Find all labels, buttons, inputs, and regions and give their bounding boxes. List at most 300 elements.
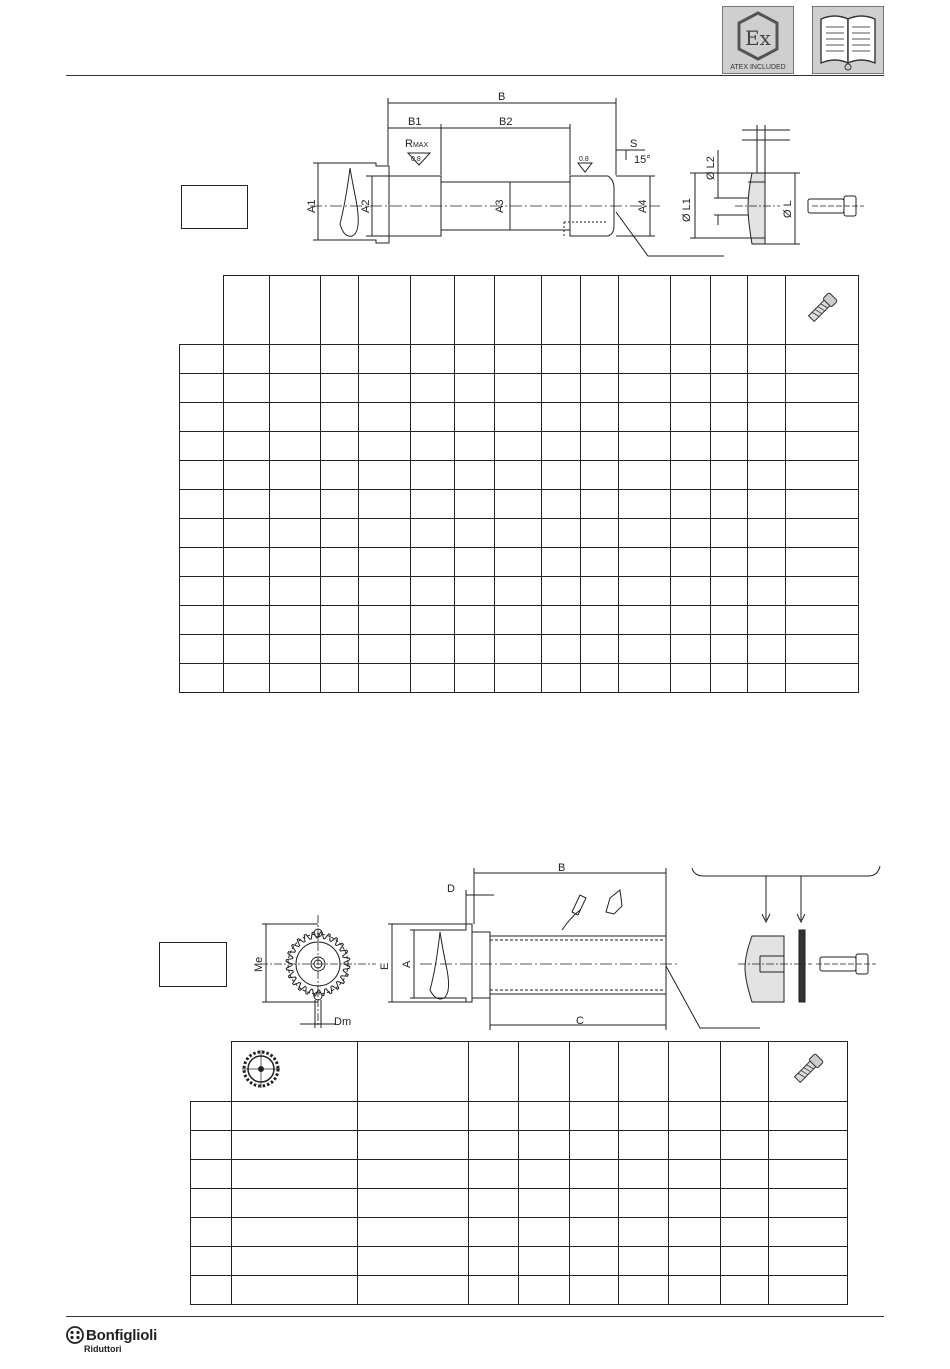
- table1-cell: [710, 490, 747, 519]
- table1-header-cell: [410, 276, 455, 345]
- table1-cell: [455, 664, 495, 693]
- dim-a2: A2: [360, 199, 372, 213]
- table1-cell: [410, 606, 455, 635]
- table2-cell: [358, 1131, 469, 1160]
- table2-cell: [358, 1276, 469, 1305]
- table1-header-cell: [455, 276, 495, 345]
- table1-cell: [320, 606, 358, 635]
- table1-cell: [671, 548, 711, 577]
- table1-cell: [618, 345, 670, 374]
- table1-cell: [618, 490, 670, 519]
- table2-cell: [619, 1102, 669, 1131]
- table1-cell: [494, 548, 541, 577]
- table1-cell: [581, 519, 618, 548]
- table2-cell: [669, 1160, 721, 1189]
- table1-cell: [786, 519, 859, 548]
- table1-cell: [747, 403, 785, 432]
- table2-cell: [570, 1189, 619, 1218]
- table1-cell: [541, 577, 581, 606]
- table1-cell: [710, 664, 747, 693]
- table1-cell: [410, 461, 455, 490]
- table1-cell: [581, 403, 618, 432]
- table2-row: [191, 1276, 848, 1305]
- table1-cell: [671, 664, 711, 693]
- table1-cell: [541, 606, 581, 635]
- table1-cell: [541, 635, 581, 664]
- table2-body: [191, 1102, 848, 1305]
- table1-cell: [410, 519, 455, 548]
- table2-cell: [469, 1131, 519, 1160]
- svg-text:Ex: Ex: [745, 26, 771, 50]
- table1-cell: [320, 345, 358, 374]
- table1-row: [180, 664, 859, 693]
- table1-cell: [671, 519, 711, 548]
- table1-cell: [581, 345, 618, 374]
- screw-icon: [788, 1049, 828, 1089]
- table1-cell: [494, 606, 541, 635]
- table1-cell: [671, 461, 711, 490]
- table1-cell: [455, 374, 495, 403]
- table1-cell: [410, 577, 455, 606]
- table1-corner: [180, 276, 224, 345]
- table1-cell: [359, 548, 410, 577]
- table2-cell: [769, 1247, 848, 1276]
- table1-cell: [410, 345, 455, 374]
- table1-cell: [455, 519, 495, 548]
- dim-l: Ø L: [782, 200, 794, 218]
- table2-cell: [669, 1276, 721, 1305]
- table2-cell: [519, 1160, 570, 1189]
- table1-cell: [786, 345, 859, 374]
- dimension-table-2: [190, 1041, 848, 1305]
- table1-cell: [581, 461, 618, 490]
- table1-cell: [320, 461, 358, 490]
- table1-cell: [494, 432, 541, 461]
- table1-cell: [180, 490, 224, 519]
- table2-cell: [570, 1247, 619, 1276]
- table2-cell: [191, 1189, 232, 1218]
- table1-cell: [581, 548, 618, 577]
- table2-corner: [191, 1042, 232, 1102]
- table1-cell: [180, 461, 224, 490]
- table1-header-cell: [710, 276, 747, 345]
- table2-cell: [191, 1131, 232, 1160]
- table1-cell: [494, 635, 541, 664]
- table2-cell: [619, 1160, 669, 1189]
- table1-cell: [747, 345, 785, 374]
- table2-cell: [469, 1276, 519, 1305]
- table1-cell: [541, 403, 581, 432]
- table1-body: [180, 345, 859, 693]
- table1-cell: [747, 519, 785, 548]
- table2-screw-header: [769, 1042, 848, 1102]
- table1-cell: [671, 490, 711, 519]
- shaft-drawing-2: [0, 855, 950, 1035]
- table2-header-cell: [669, 1042, 721, 1102]
- table2-cell: [669, 1218, 721, 1247]
- table1-cell: [269, 461, 320, 490]
- table2-cell: [232, 1189, 358, 1218]
- table1-cell: [320, 577, 358, 606]
- table2-cell: [358, 1160, 469, 1189]
- table1-cell: [410, 432, 455, 461]
- table1-cell: [618, 432, 670, 461]
- dimension-table-1: [179, 275, 859, 693]
- table1-cell: [410, 490, 455, 519]
- table1-row: [180, 490, 859, 519]
- table2-row: [191, 1218, 848, 1247]
- table1-cell: [581, 606, 618, 635]
- table2-cell: [721, 1276, 769, 1305]
- table2-cell: [721, 1160, 769, 1189]
- table1-cell: [710, 606, 747, 635]
- table1-cell: [786, 432, 859, 461]
- table1-cell: [786, 403, 859, 432]
- bonfiglioli-logo-icon: [66, 1326, 84, 1344]
- table2-cell: [191, 1102, 232, 1131]
- table1-cell: [223, 664, 269, 693]
- table1-cell: [541, 461, 581, 490]
- table1-cell: [269, 664, 320, 693]
- table2-cell: [232, 1131, 358, 1160]
- dim-l1: Ø L1: [681, 198, 693, 222]
- table1-cell: [671, 374, 711, 403]
- gear-icon: [236, 1044, 286, 1094]
- dim2-b: B: [558, 862, 566, 874]
- table1-cell: [223, 461, 269, 490]
- table1-cell: [455, 432, 495, 461]
- table1-header-cell: [747, 276, 785, 345]
- table1-cell: [618, 519, 670, 548]
- table1-cell: [786, 374, 859, 403]
- footer-rule: [66, 1316, 884, 1317]
- table2-cell: [769, 1160, 848, 1189]
- table1-cell: [359, 403, 410, 432]
- table1-cell: [180, 345, 224, 374]
- table2-cell: [721, 1131, 769, 1160]
- table1-cell: [359, 374, 410, 403]
- table1-cell: [410, 403, 455, 432]
- table1-cell: [581, 577, 618, 606]
- table1-cell: [359, 345, 410, 374]
- rough-2: 0.8: [579, 156, 589, 163]
- table1-cell: [494, 519, 541, 548]
- table1-cell: [494, 664, 541, 693]
- table1-cell: [747, 461, 785, 490]
- brand-logo: [66, 1326, 157, 1354]
- table1-cell: [269, 403, 320, 432]
- table1-cell: [710, 548, 747, 577]
- table1-cell: [180, 606, 224, 635]
- dim2-a: A: [401, 960, 413, 968]
- table2-cell: [619, 1247, 669, 1276]
- table1-cell: [359, 432, 410, 461]
- table1-cell: [786, 490, 859, 519]
- table1-header-cell: [671, 276, 711, 345]
- dim-a3: A3: [494, 199, 506, 213]
- table1-cell: [581, 664, 618, 693]
- table2-row: [191, 1160, 848, 1189]
- table2-header-cell: [570, 1042, 619, 1102]
- table1-cell: [494, 577, 541, 606]
- table1-cell: [359, 664, 410, 693]
- table2-cell: [721, 1102, 769, 1131]
- table1-cell: [710, 432, 747, 461]
- dim2-c: C: [576, 1015, 584, 1027]
- table1-header-cell: [494, 276, 541, 345]
- table1-cell: [269, 345, 320, 374]
- table2-cell: [669, 1102, 721, 1131]
- table2-cell: [469, 1247, 519, 1276]
- table2-cell: [358, 1218, 469, 1247]
- table1-cell: [223, 374, 269, 403]
- table1-cell: [180, 577, 224, 606]
- table2-cell: [358, 1189, 469, 1218]
- dim2-me: Me: [253, 956, 265, 972]
- table2-cell: [619, 1189, 669, 1218]
- table1-cell: [541, 432, 581, 461]
- table2-cell: [469, 1218, 519, 1247]
- table2-row: [191, 1131, 848, 1160]
- table1-cell: [180, 548, 224, 577]
- table2-cell: [469, 1102, 519, 1131]
- table1-header-cell: [359, 276, 410, 345]
- table1-header-cell: [541, 276, 581, 345]
- table1-cell: [223, 548, 269, 577]
- table1-cell: [410, 548, 455, 577]
- table1-cell: [710, 577, 747, 606]
- table2-gear-header: [232, 1042, 358, 1102]
- table1-cell: [410, 374, 455, 403]
- table1-cell: [180, 403, 224, 432]
- dim-s: S: [630, 138, 638, 150]
- table1-cell: [710, 403, 747, 432]
- table1-cell: [786, 664, 859, 693]
- table1-header-cell: [269, 276, 320, 345]
- table1-cell: [494, 374, 541, 403]
- table2-cell: [519, 1131, 570, 1160]
- table2-header-cell: [619, 1042, 669, 1102]
- table1-cell: [359, 606, 410, 635]
- table1-cell: [541, 374, 581, 403]
- dim-b2: B2: [499, 116, 513, 128]
- table1-cell: [359, 490, 410, 519]
- table2-cell: [232, 1160, 358, 1189]
- table1-cell: [320, 432, 358, 461]
- table1-cell: [269, 374, 320, 403]
- table1-cell: [618, 577, 670, 606]
- table1-cell: [618, 461, 670, 490]
- table2-cell: [669, 1131, 721, 1160]
- brand-sub: Riduttori: [84, 1344, 122, 1354]
- table1-cell: [180, 635, 224, 664]
- table2-cell: [191, 1276, 232, 1305]
- table1-header-cell: [320, 276, 358, 345]
- table1-cell: [786, 635, 859, 664]
- table1-cell: [494, 345, 541, 374]
- table1-cell: [710, 345, 747, 374]
- table1-cell: [618, 635, 670, 664]
- dim2-dm: Dm: [334, 1016, 352, 1028]
- table2-cell: [191, 1247, 232, 1276]
- table1-cell: [786, 606, 859, 635]
- table1-cell: [223, 432, 269, 461]
- table1-cell: [269, 490, 320, 519]
- dim2-d: D: [447, 883, 455, 895]
- table1-row: [180, 577, 859, 606]
- table1-cell: [223, 403, 269, 432]
- table2-cell: [358, 1102, 469, 1131]
- table1-cell: [747, 577, 785, 606]
- table2-cell: [469, 1189, 519, 1218]
- table1-row: [180, 635, 859, 664]
- table1-cell: [747, 606, 785, 635]
- table2-cell: [769, 1102, 848, 1131]
- table1-cell: [455, 606, 495, 635]
- table2-cell: [769, 1189, 848, 1218]
- table1-cell: [671, 345, 711, 374]
- table2-cell: [191, 1218, 232, 1247]
- table1-cell: [494, 490, 541, 519]
- table1-cell: [410, 635, 455, 664]
- shaft-drawing-1: [0, 85, 950, 275]
- table1-cell: [747, 432, 785, 461]
- table1-cell: [618, 664, 670, 693]
- table2-cell: [721, 1189, 769, 1218]
- table1-cell: [455, 635, 495, 664]
- table1-cell: [671, 432, 711, 461]
- table1-header-row: [180, 276, 859, 345]
- table1-cell: [671, 635, 711, 664]
- table1-cell: [269, 606, 320, 635]
- table1-cell: [180, 519, 224, 548]
- table2-cell: [669, 1189, 721, 1218]
- table2-cell: [619, 1218, 669, 1247]
- ex-icon: [723, 9, 793, 65]
- table2-cell: [519, 1218, 570, 1247]
- table1-cell: [747, 490, 785, 519]
- table2-cell: [769, 1131, 848, 1160]
- table1-cell: [455, 403, 495, 432]
- table1-row: [180, 403, 859, 432]
- dim2-e: E: [379, 962, 391, 970]
- table1-cell: [269, 548, 320, 577]
- header-rule: [66, 75, 884, 76]
- table2-cell: [769, 1218, 848, 1247]
- table2-cell: [619, 1131, 669, 1160]
- table1-cell: [710, 635, 747, 664]
- table1-cell: [223, 519, 269, 548]
- table1-row: [180, 432, 859, 461]
- table1-cell: [223, 490, 269, 519]
- table1-cell: [494, 403, 541, 432]
- table1-cell: [320, 403, 358, 432]
- table1-cell: [494, 461, 541, 490]
- table1-cell: [455, 461, 495, 490]
- table1-cell: [581, 374, 618, 403]
- dim-b1: B1: [408, 116, 422, 128]
- table1-cell: [455, 548, 495, 577]
- table1-cell: [786, 548, 859, 577]
- table1-cell: [786, 577, 859, 606]
- table2-cell: [669, 1247, 721, 1276]
- table1-row: [180, 374, 859, 403]
- dim-a1: A1: [306, 199, 318, 213]
- table1-cell: [541, 664, 581, 693]
- table2-cell: [519, 1276, 570, 1305]
- dim-rmax: RMAX: [405, 138, 429, 150]
- table2-row: [191, 1247, 848, 1276]
- table1-cell: [180, 374, 224, 403]
- table1-cell: [671, 606, 711, 635]
- table1-cell: [747, 664, 785, 693]
- table1-cell: [710, 519, 747, 548]
- table1-cell: [410, 664, 455, 693]
- table1-cell: [618, 403, 670, 432]
- table1-cell: [223, 577, 269, 606]
- table2-row: [191, 1102, 848, 1131]
- table1-cell: [618, 374, 670, 403]
- table2-cell: [769, 1276, 848, 1305]
- table1-cell: [359, 461, 410, 490]
- dim-angle: 15°: [634, 154, 651, 166]
- table1-cell: [710, 461, 747, 490]
- table2-cell: [469, 1160, 519, 1189]
- table1-cell: [747, 548, 785, 577]
- table1-cell: [269, 635, 320, 664]
- table1-cell: [618, 548, 670, 577]
- table1-cell: [541, 548, 581, 577]
- table1-cell: [541, 490, 581, 519]
- table1-screw-header: [786, 276, 859, 345]
- table2-header-cell: [519, 1042, 570, 1102]
- table1-cell: [223, 635, 269, 664]
- table2-cell: [570, 1131, 619, 1160]
- table1-cell: [320, 490, 358, 519]
- table1-cell: [223, 345, 269, 374]
- table1-cell: [455, 345, 495, 374]
- open-book-icon: [813, 7, 883, 73]
- table1-cell: [180, 664, 224, 693]
- table1-cell: [671, 403, 711, 432]
- table1-cell: [269, 519, 320, 548]
- table2-cell: [519, 1247, 570, 1276]
- table1-cell: [581, 635, 618, 664]
- table1-cell: [359, 635, 410, 664]
- table2-cell: [570, 1218, 619, 1247]
- table1-header-cell: [223, 276, 269, 345]
- table1-header-cell: [581, 276, 618, 345]
- table1-cell: [747, 635, 785, 664]
- table2-cell: [232, 1276, 358, 1305]
- dim-l2: Ø L2: [705, 156, 717, 180]
- table2-cell: [519, 1102, 570, 1131]
- table1-cell: [180, 432, 224, 461]
- table2-cell: [721, 1218, 769, 1247]
- table1-cell: [320, 374, 358, 403]
- screw-icon: [802, 288, 842, 328]
- table1-cell: [269, 432, 320, 461]
- table2-cell: [232, 1218, 358, 1247]
- table1-row: [180, 548, 859, 577]
- dim-b: B: [498, 91, 506, 103]
- table1-cell: [581, 432, 618, 461]
- atex-badge: [722, 6, 794, 74]
- table2-cell: [570, 1160, 619, 1189]
- table1-row: [180, 345, 859, 374]
- table2-cell: [619, 1276, 669, 1305]
- table1-header-cell: [618, 276, 670, 345]
